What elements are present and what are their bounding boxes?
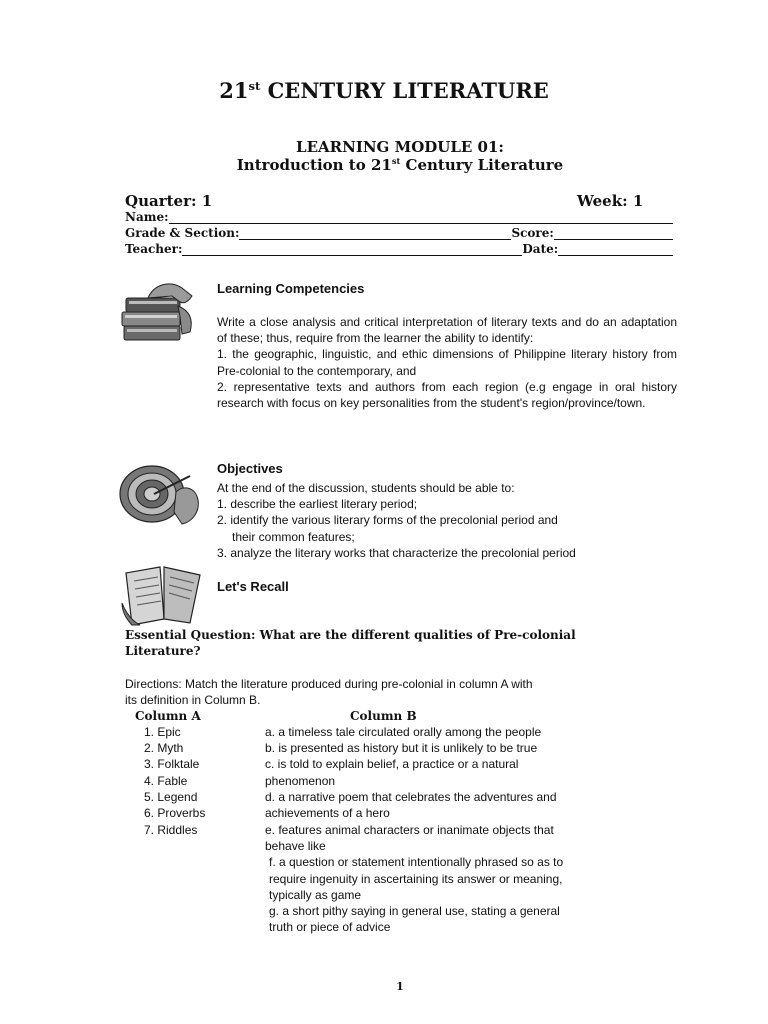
directions-line-2: its definition in Column B. [125,693,261,707]
column-b-item: truth or piece of advice [269,920,391,934]
objectives-body [217,480,687,561]
column-b-item: require ingenuity in ascertaining its answer or meaning, [269,872,563,886]
competency-item-1: 1. the geographic, linguistic, and ethic dimensions of Philippine literary history from Pre-colonial to the contemporary, and [217,347,677,378]
essential-question-line-2: Literature? [125,643,201,658]
column-b-item: a. a timeless tale circulated orally among the people [265,725,542,739]
name-blank[interactable] [169,211,673,224]
books-icon [118,276,198,346]
teacher-blank[interactable] [182,243,522,256]
column-a-item: 3. Folktale [144,757,200,771]
column-a-item: 7. Riddles [144,823,198,837]
page-number: 1 [396,980,404,993]
module-title: Introduction to 21st Century Literature [236,156,564,174]
column-b-item: f. a question or statement intentionally phrased so as to [269,855,564,869]
column-a-item: 6. Proverbs [144,806,206,820]
essential-question-line-1: Essential Question: What are the different qualities of Pre-colonial [125,628,576,642]
competencies-body [217,314,677,411]
open-book-icon [120,563,206,627]
week-label: Week: 1 [577,192,644,210]
objective-item-2: 2. identify the various literary forms of the precolonial period and [217,513,558,528]
teacher-label: Teacher: [125,242,183,256]
objective-item-2-cont: their common features; [232,529,355,544]
competency-item-2: 2. representative texts and authors from each region (e.g engage in oral history research with focus on key personalities from the student's region/province/town. [217,379,677,411]
column-b-item: behave like [265,839,326,853]
objective-item-1: 1. describe the earliest literary period; [217,497,418,512]
name-label: Name: [125,210,169,224]
competencies-intro: Write a close analysis and critical interpretation of literary texts and do an adaptation of these; thus, require from the learner the ability to identify: [217,315,677,346]
recall-heading: Let's Recall [217,579,289,594]
objectives-intro: At the end of the discussion, students should be able to: [217,481,515,495]
score-blank[interactable] [554,227,673,240]
score-label: Score: [511,226,554,240]
column-a-item: 2. Myth [144,741,184,755]
document-title: 21st CENTURY LITERATURE [219,78,549,103]
competencies-heading: Learning Competencies [217,281,365,296]
name-field[interactable] [125,210,673,224]
grade-score-field[interactable] [125,226,673,240]
column-a-item: 1. Epic [144,725,181,739]
grade-blank[interactable] [239,227,511,240]
target-icon [118,462,202,530]
quarter-label: Quarter: 1 [125,192,213,210]
column-a-header: Column A [135,709,201,723]
essential-question [125,628,665,659]
column-b-item: achievements of a hero [265,806,390,820]
column-b-header: Column B [350,709,417,723]
column-a-item: 4. Fable [144,774,188,788]
column-a-item: 5. Legend [144,790,198,804]
directions-line-1: Directions: Match the literature produced during pre-colonial in column A with [125,677,533,691]
date-label: Date: [522,242,559,256]
teacher-date-field[interactable] [125,242,673,256]
module-number: LEARNING MODULE 01: [296,138,504,156]
column-b-item: e. features animal characters or inanimate objects that [265,823,554,837]
grade-label: Grade & Section: [125,226,240,240]
column-b-item: g. a short pithy saying in general use, stating a general [269,904,560,918]
column-b-item: c. is told to explain belief, a practice or a natural [265,757,519,771]
objectives-heading: Objectives [217,461,283,476]
objective-item-3: 3. analyze the literary works that characterize the precolonial period [217,545,576,560]
column-b-item: d. a narrative poem that celebrates the adventures and [265,790,557,804]
directions [125,676,685,708]
date-blank[interactable] [558,243,673,256]
column-b-item: b. is presented as history but it is unlikely to be true [265,741,538,755]
column-b-item: phenomenon [265,774,336,788]
column-b-item: typically as game [269,888,362,902]
